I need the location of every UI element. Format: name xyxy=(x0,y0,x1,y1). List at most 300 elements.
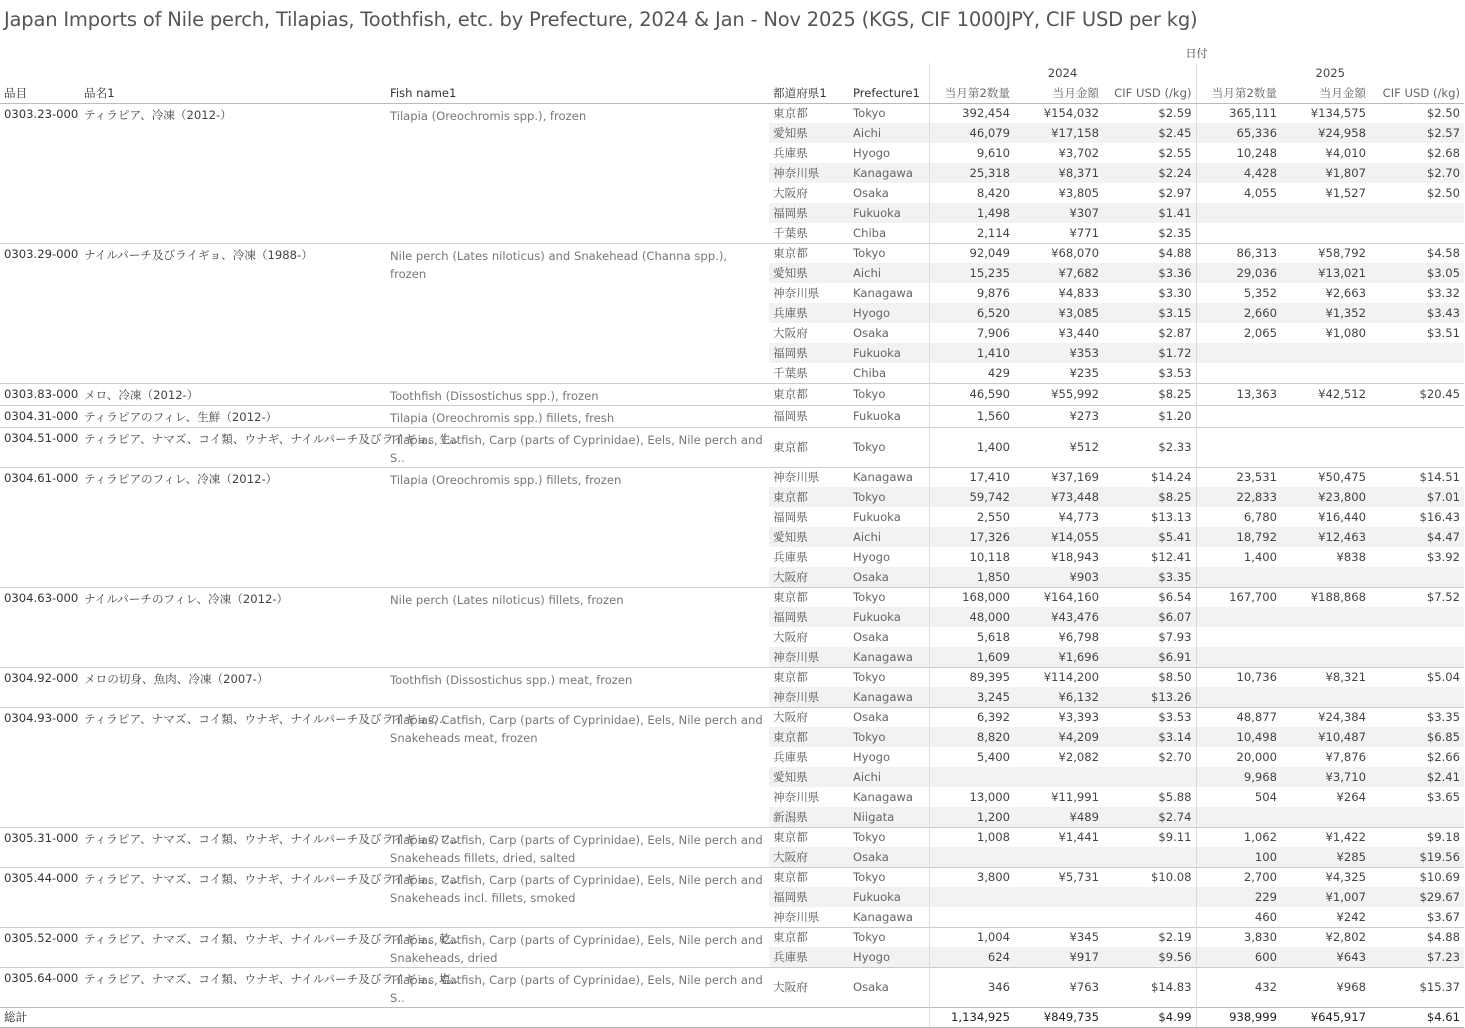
table-row xyxy=(0,103,1464,123)
cell-usd-2025: $3.92 xyxy=(1426,550,1461,564)
cell-qty-2025: 18,792 xyxy=(1196,527,1281,547)
cell-pref-en: Tokyo xyxy=(849,587,929,607)
cell-value-2024: ¥3,440 xyxy=(1058,326,1100,340)
cell-value-2024: ¥1,696 xyxy=(1014,647,1103,667)
cell-pref-jp: 愛知県 xyxy=(769,527,849,547)
cell-qty-2024: 392,454 xyxy=(929,103,1014,123)
cell-value-2025 xyxy=(1281,343,1370,363)
cell-value-2025: ¥134,575 xyxy=(1281,103,1370,123)
cell-pref-en: Fukuoka xyxy=(849,203,929,223)
cell-value-2024: ¥771 xyxy=(1069,225,1100,240)
cell-qty-2025: 3,830 xyxy=(1196,927,1281,947)
cell-value-2025: ¥285 xyxy=(1281,847,1370,867)
cell-usd-2025: $3.67 xyxy=(1426,909,1461,924)
cell-value-2024: ¥164,160 xyxy=(1014,587,1103,607)
cell-qty-2024: 2,550 xyxy=(929,507,1014,527)
cell-value-2025 xyxy=(1281,223,1370,243)
cell-qty-2025: 432 xyxy=(1196,967,1281,1007)
cell-value-2024: ¥307 xyxy=(1014,203,1103,223)
cell-value-2024: ¥18,943 xyxy=(1051,550,1100,564)
cell-value-2024: ¥3,393 xyxy=(1014,707,1103,727)
cell-usd-2025 xyxy=(1370,223,1464,243)
item-code: 0304.31-000 xyxy=(0,405,80,427)
table-row xyxy=(0,243,1464,263)
cell-pref-jp: 兵庫県 xyxy=(773,146,808,160)
cell-qty-2025: 2,660 xyxy=(1196,303,1281,323)
cell-value-2024: ¥17,158 xyxy=(1014,123,1103,143)
cell-pref-jp: 東京都 xyxy=(769,727,849,747)
cell-pref-en: Aichi xyxy=(849,263,929,283)
cell-qty-2025: 229 xyxy=(1196,887,1281,907)
item-name-jp: メロ、冷凍（2012-） xyxy=(80,383,386,405)
cell-pref-jp: 東京都 xyxy=(769,383,849,405)
cell-value-2025: ¥3,710 xyxy=(1281,767,1370,787)
cell-usd-2024: $8.25 xyxy=(1103,487,1196,507)
item-code: 0303.29-000 xyxy=(0,243,80,383)
cell-pref-en: Fukuoka xyxy=(849,343,929,363)
cell-usd-2025: $3.35 xyxy=(1370,707,1464,727)
cell-qty-2025 xyxy=(1196,363,1281,383)
table-row xyxy=(0,867,1464,887)
col-header-pref-jp: 都道府県1 xyxy=(769,83,849,103)
cell-usd-2024 xyxy=(1103,887,1196,907)
cell-usd-2025 xyxy=(1370,567,1464,587)
cell-usd-2024: $3.15 xyxy=(1103,303,1196,323)
cell-pref-en: Osaka xyxy=(849,967,929,1007)
cell-qty-2025 xyxy=(1196,405,1281,427)
cell-value-2025: ¥8,321 xyxy=(1281,667,1370,687)
cell-qty-2024: 17,326 xyxy=(929,527,1014,547)
cell-value-2024: ¥55,992 xyxy=(1014,383,1103,405)
cell-value-2025: ¥50,475 xyxy=(1281,467,1370,487)
item-name-jp: ティラピア、冷凍（2012-） xyxy=(80,103,386,243)
table-body xyxy=(0,103,1464,1027)
cell-pref-en: Kanagawa xyxy=(849,687,929,707)
cell-qty-2024: 3,245 xyxy=(929,687,1014,707)
cell-usd-2025: $3.65 xyxy=(1426,790,1461,804)
cell-usd-2024: $8.25 xyxy=(1103,383,1196,405)
cell-usd-2025: $14.51 xyxy=(1370,467,1464,487)
cell-value-2025 xyxy=(1281,607,1370,627)
cell-qty-2025 xyxy=(1196,647,1281,667)
cell-qty-2024: 13,000 xyxy=(929,787,1014,807)
cell-usd-2025: $4.47 xyxy=(1370,527,1464,547)
cell-pref-en: Aichi xyxy=(849,527,929,547)
cell-value-2024: ¥5,731 xyxy=(1014,867,1103,887)
cell-value-2025: ¥2,663 xyxy=(1325,286,1367,300)
cell-usd-2025: $3.32 xyxy=(1426,286,1461,300)
cell-usd-2024: $2.55 xyxy=(1158,146,1192,160)
col-header-usd-2025: CIF USD (/kg) xyxy=(1370,83,1464,103)
cell-usd-2024: $9.11 xyxy=(1103,827,1196,847)
cell-qty-2024: 429 xyxy=(929,363,1014,383)
cell-qty-2024: 9,610 xyxy=(929,143,1014,163)
cell-pref-jp: 神奈川県 xyxy=(769,647,849,667)
cell-pref-jp: 福岡県 xyxy=(769,343,849,363)
cell-qty-2024: 8,820 xyxy=(929,727,1014,747)
cell-value-2024: ¥353 xyxy=(1014,343,1103,363)
cell-qty-2025: 4,428 xyxy=(1196,163,1281,183)
cell-value-2025: ¥1,352 xyxy=(1281,303,1370,323)
cell-pref-jp: 福岡県 xyxy=(769,405,849,427)
year-2024-header: 2024 xyxy=(929,63,1196,83)
cell-usd-2024: $14.83 xyxy=(1103,967,1196,1007)
item-code: 0304.61-000 xyxy=(0,467,80,587)
cell-qty-2024: 6,520 xyxy=(929,303,1014,323)
cell-qty-2025: 460 xyxy=(1196,907,1281,927)
cell-usd-2025: $2.41 xyxy=(1370,767,1464,787)
cell-value-2025 xyxy=(1281,567,1370,587)
fish-name-en: Tilapias, Catfish, Carp (parts of Cyprinidae), Eels, Nile perch and Snakeheads fillets, dried, salted xyxy=(386,827,769,867)
cell-usd-2024: $3.14 xyxy=(1103,727,1196,747)
cell-qty-2025: 22,833 xyxy=(1196,487,1281,507)
cell-pref-en: Tokyo xyxy=(849,103,929,123)
col-header-qty-2025: 当月第2数量 xyxy=(1196,83,1281,103)
fish-name-en: Nile perch (Lates niloticus) fillets, frozen xyxy=(386,587,769,667)
cell-qty-2024: 1,609 xyxy=(929,647,1014,667)
cell-qty-2025 xyxy=(1196,427,1281,467)
cell-pref-jp: 愛知県 xyxy=(769,263,849,283)
cell-value-2025 xyxy=(1281,627,1370,647)
item-name-jp: ティラピア、ナマズ、コイ類、ウナギ、ナイルパーチ及びライギョ、生.. xyxy=(80,427,386,467)
total-row xyxy=(0,1007,1464,1027)
col-header-usd-2024: CIF USD (/kg) xyxy=(1103,83,1196,103)
cell-value-2025 xyxy=(1281,405,1370,427)
cell-pref-jp: 東京都 xyxy=(769,587,849,607)
cell-usd-2024: $3.35 xyxy=(1103,567,1196,587)
cell-pref-jp: 福岡県 xyxy=(769,203,849,223)
cell-qty-2024: 25,318 xyxy=(929,163,1014,183)
cell-pref-en: Tokyo xyxy=(849,667,929,687)
cell-value-2024: ¥763 xyxy=(1014,967,1103,1007)
cell-qty-2024: 48,000 xyxy=(929,607,1014,627)
cell-pref-en: Chiba xyxy=(853,365,887,380)
cell-usd-2024: $6.91 xyxy=(1103,647,1196,667)
cell-pref-jp: 神奈川県 xyxy=(773,790,820,804)
cell-qty-2025: 100 xyxy=(1196,847,1281,867)
cell-pref-en: Osaka xyxy=(853,186,889,200)
fish-name-en: Tilapia (Oreochromis spp.), frozen xyxy=(386,103,769,243)
cell-usd-2025: $3.05 xyxy=(1370,263,1464,283)
cell-pref-jp: 神奈川県 xyxy=(769,467,849,487)
cell-qty-2024: 59,742 xyxy=(929,487,1014,507)
cell-usd-2024: $2.35 xyxy=(1158,225,1192,240)
cell-qty-2025 xyxy=(1196,687,1281,707)
cell-usd-2025: $20.45 xyxy=(1370,383,1464,405)
cell-usd-2024: $1.72 xyxy=(1103,343,1196,363)
cell-value-2025: ¥1,080 xyxy=(1325,326,1367,340)
cell-qty-2024: 1,498 xyxy=(929,203,1014,223)
cell-usd-2025: $2.66 xyxy=(1426,750,1461,764)
cell-qty-2025: 9,968 xyxy=(1196,767,1281,787)
cell-pref-en: Tokyo xyxy=(849,243,929,263)
cell-pref-en: Fukuoka xyxy=(849,607,929,627)
cell-value-2024: ¥68,070 xyxy=(1014,243,1103,263)
cell-usd-2025: $9.18 xyxy=(1370,827,1464,847)
item-name-jp: ティラピア、ナマズ、コイ類、ウナギ、ナイルパーチ及びライギョのフ.. xyxy=(80,827,386,867)
cell-qty-2025: 6,780 xyxy=(1196,507,1281,527)
cell-pref-en: Osaka xyxy=(853,630,889,644)
cell-pref-en: Tokyo xyxy=(849,487,929,507)
cell-qty-2024: 624 xyxy=(929,947,1014,967)
cell-pref-jp: 福岡県 xyxy=(773,510,808,524)
cell-pref-en: Fukuoka xyxy=(849,405,929,427)
cell-value-2025: ¥4,325 xyxy=(1281,867,1370,887)
cell-qty-2025 xyxy=(1196,203,1281,223)
item-name-jp: ティラピア、ナマズ、コイ類、ウナギ、ナイルパーチ及びライギョ、塩.. xyxy=(80,967,386,1007)
cell-qty-2025: 600 xyxy=(1196,947,1281,967)
cell-value-2025: ¥1,807 xyxy=(1281,163,1370,183)
cell-usd-2024: $14.24 xyxy=(1103,467,1196,487)
cell-qty-2024: 1,200 xyxy=(929,807,1014,827)
fish-name-en: Nile perch (Lates niloticus) and Snakehead (Channa spp.), frozen xyxy=(386,243,769,383)
cell-pref-jp: 千葉県 xyxy=(773,365,808,380)
cell-qty-2024: 1,008 xyxy=(929,827,1014,847)
cell-pref-en: Osaka xyxy=(849,707,929,727)
fish-name-en: Tilapias, Catfish, Carp (parts of Cyprinidae), Eels, Nile perch and Snakeheads, dried xyxy=(386,927,769,967)
cell-usd-2024: $4.88 xyxy=(1103,243,1196,263)
cell-value-2025 xyxy=(1281,427,1370,467)
cell-qty-2025: 5,352 xyxy=(1196,283,1281,303)
cell-usd-2024: $2.45 xyxy=(1103,123,1196,143)
cell-usd-2024 xyxy=(1103,907,1196,927)
cell-usd-2025: $4.88 xyxy=(1370,927,1464,947)
col-header-value-2025: 当月金額 xyxy=(1281,83,1370,103)
cell-usd-2025: $2.70 xyxy=(1370,163,1464,183)
cell-value-2025 xyxy=(1281,647,1370,667)
item-code: 0304.51-000 xyxy=(0,427,80,467)
cell-qty-2024: 17,410 xyxy=(929,467,1014,487)
cell-usd-2024: $3.53 xyxy=(1158,365,1192,380)
cell-usd-2024: $1.20 xyxy=(1103,405,1196,427)
cell-qty-2024 xyxy=(929,887,1014,907)
cell-usd-2024: $2.74 xyxy=(1103,807,1196,827)
cell-qty-2025: 65,336 xyxy=(1196,123,1281,143)
cell-qty-2025: 504 xyxy=(1196,787,1281,807)
cell-value-2025: ¥16,440 xyxy=(1318,510,1367,524)
cell-value-2025: ¥264 xyxy=(1336,790,1367,804)
cell-pref-en: Tokyo xyxy=(849,867,929,887)
cell-usd-2025 xyxy=(1370,687,1464,707)
item-name-jp: ティラピアのフィレ、冷凍（2012-） xyxy=(80,467,386,587)
total-value-2024: ¥849,735 xyxy=(1014,1007,1103,1027)
cell-usd-2024: $2.87 xyxy=(1158,326,1192,340)
cell-qty-2024: 5,400 xyxy=(929,747,1014,767)
item-code: 0305.52-000 xyxy=(0,927,80,967)
item-code: 0303.83-000 xyxy=(0,383,80,405)
total-label: 総計 xyxy=(0,1007,929,1027)
cell-usd-2024 xyxy=(1103,767,1196,787)
col-header-name-jp: 品名1 xyxy=(80,83,386,103)
cell-usd-2024: $5.41 xyxy=(1103,527,1196,547)
cell-pref-en: Fukuoka xyxy=(849,887,929,907)
fish-name-en: Tilapias, Catfish, Carp (parts of Cyprinidae), Eels, Nile perch and S.. xyxy=(386,427,769,467)
cell-qty-2024: 46,590 xyxy=(929,383,1014,405)
table-row xyxy=(0,467,1464,487)
item-code: 0305.44-000 xyxy=(0,867,80,927)
cell-usd-2025: $3.43 xyxy=(1370,303,1464,323)
cell-value-2024: ¥1,441 xyxy=(1014,827,1103,847)
cell-pref-en: Kanagawa xyxy=(849,163,929,183)
cell-usd-2024: $3.53 xyxy=(1103,707,1196,727)
cell-pref-jp: 大阪府 xyxy=(773,186,808,200)
cell-qty-2025: 10,498 xyxy=(1196,727,1281,747)
cell-value-2024: ¥37,169 xyxy=(1014,467,1103,487)
cell-usd-2025 xyxy=(1370,405,1464,427)
cell-pref-en: Fukuoka xyxy=(853,510,901,524)
fish-name-en: Tilapia (Oreochromis spp.) fillets, frozen xyxy=(386,467,769,587)
item-code: 0304.92-000 xyxy=(0,667,80,707)
cell-pref-jp: 東京都 xyxy=(769,827,849,847)
cell-pref-en: Aichi xyxy=(849,123,929,143)
cell-qty-2024: 168,000 xyxy=(929,587,1014,607)
cell-qty-2024: 1,410 xyxy=(929,343,1014,363)
cell-pref-en: Tokyo xyxy=(849,927,929,947)
cell-usd-2025: $7.52 xyxy=(1370,587,1464,607)
cell-usd-2024: $5.88 xyxy=(1158,790,1192,804)
cell-qty-2024: 10,118 xyxy=(929,547,1014,567)
cell-value-2025: ¥643 xyxy=(1281,947,1370,967)
cell-pref-jp: 神奈川県 xyxy=(769,163,849,183)
item-name-jp: ナイルパーチのフィレ、冷凍（2012-） xyxy=(80,587,386,667)
item-code: 0305.31-000 xyxy=(0,827,80,867)
cell-qty-2025: 167,700 xyxy=(1196,587,1281,607)
cell-qty-2024: 1,560 xyxy=(929,405,1014,427)
total-qty-2025: 938,999 xyxy=(1196,1007,1281,1027)
cell-qty-2024: 5,618 xyxy=(929,627,1014,647)
cell-pref-jp: 東京都 xyxy=(769,103,849,123)
cell-value-2024: ¥2,082 xyxy=(1058,750,1100,764)
total-qty-2024: 1,134,925 xyxy=(929,1007,1014,1027)
cell-usd-2024: $13.13 xyxy=(1150,510,1192,524)
item-name-jp: ティラピアのフィレ、生鮮（2012-） xyxy=(80,405,386,427)
fish-name-en: Tilapias, Catfish, Carp (parts of Cyprinidae), Eels, Nile perch and Snakeheads meat, frozen xyxy=(386,707,769,827)
cell-usd-2024: $1.41 xyxy=(1103,203,1196,223)
cell-qty-2024: 9,876 xyxy=(929,283,1014,303)
cell-usd-2024: $2.70 xyxy=(1158,750,1192,764)
table-row xyxy=(0,827,1464,847)
cell-qty-2024: 8,420 xyxy=(929,183,1014,203)
cell-value-2024: ¥3,702 xyxy=(1058,146,1100,160)
cell-value-2025 xyxy=(1281,687,1370,707)
cell-usd-2024: $2.59 xyxy=(1103,103,1196,123)
cell-value-2025: ¥58,792 xyxy=(1281,243,1370,263)
year-2025-header: 2025 xyxy=(1196,63,1464,83)
cell-usd-2025: $2.68 xyxy=(1426,146,1461,160)
col-header-code: 品目 xyxy=(0,83,80,103)
cell-value-2025: ¥968 xyxy=(1281,967,1370,1007)
cell-pref-jp: 東京都 xyxy=(769,667,849,687)
cell-value-2024 xyxy=(1014,907,1103,927)
cell-value-2024: ¥14,055 xyxy=(1014,527,1103,547)
cell-value-2024: ¥6,132 xyxy=(1014,687,1103,707)
cell-pref-jp: 福岡県 xyxy=(769,887,849,907)
cell-usd-2025 xyxy=(1370,343,1464,363)
page-title: Japan Imports of Nile perch, Tilapias, Toothfish, etc. by Prefecture, 2024 & Jan - Nov 2025 (KGS, CIF 1000JPY, CIF USD per kg) xyxy=(4,8,1198,31)
cell-usd-2025: $29.67 xyxy=(1370,887,1464,907)
cell-usd-2025 xyxy=(1370,427,1464,467)
cell-pref-jp: 大阪府 xyxy=(769,847,849,867)
cell-qty-2024 xyxy=(929,907,1014,927)
cell-value-2025: ¥23,800 xyxy=(1281,487,1370,507)
header-row-columns xyxy=(0,83,1464,103)
cell-usd-2024: $2.97 xyxy=(1158,186,1192,200)
cell-pref-jp: 千葉県 xyxy=(773,225,808,240)
item-code: 0305.64-000 xyxy=(0,967,80,1007)
cell-usd-2024: $10.08 xyxy=(1103,867,1196,887)
cell-qty-2025 xyxy=(1196,567,1281,587)
cell-value-2024: ¥11,991 xyxy=(1051,790,1100,804)
cell-qty-2025: 2,700 xyxy=(1196,867,1281,887)
cell-qty-2025: 23,531 xyxy=(1196,467,1281,487)
cell-value-2024: ¥6,798 xyxy=(1058,630,1100,644)
cell-usd-2024: $6.54 xyxy=(1103,587,1196,607)
cell-usd-2025: $2.50 xyxy=(1426,186,1461,200)
cell-pref-en: Kanagawa xyxy=(853,286,914,300)
cell-pref-en: Hyogo xyxy=(853,550,891,564)
cell-pref-jp: 東京都 xyxy=(769,487,849,507)
cell-value-2024: ¥114,200 xyxy=(1014,667,1103,687)
cell-value-2025: ¥24,384 xyxy=(1281,707,1370,727)
cell-value-2024: ¥3,805 xyxy=(1058,186,1100,200)
cell-value-2024 xyxy=(1014,767,1103,787)
cell-pref-jp: 兵庫県 xyxy=(773,550,808,564)
cell-usd-2025 xyxy=(1370,203,1464,223)
cell-value-2024: ¥43,476 xyxy=(1014,607,1103,627)
cell-value-2024: ¥4,773 xyxy=(1058,510,1100,524)
table-row xyxy=(0,667,1464,687)
cell-value-2025: ¥4,010 xyxy=(1325,146,1367,160)
cell-value-2025: ¥1,007 xyxy=(1281,887,1370,907)
total-usd-2024: $4.99 xyxy=(1103,1007,1196,1027)
cell-pref-en: Hyogo xyxy=(853,146,891,160)
table-row xyxy=(0,427,1464,467)
fish-name-en: Tilapia (Oreochromis spp.) fillets, fresh xyxy=(386,405,769,427)
cell-qty-2025: 1,400 xyxy=(1196,547,1281,567)
fish-name-en: Toothfish (Dissostichus spp.) meat, frozen xyxy=(386,667,769,707)
cell-usd-2024: $2.19 xyxy=(1103,927,1196,947)
cell-qty-2024: 92,049 xyxy=(929,243,1014,263)
cell-qty-2025: 4,055 xyxy=(1196,183,1281,203)
cell-qty-2025: 365,111 xyxy=(1196,103,1281,123)
cell-pref-jp: 東京都 xyxy=(769,427,849,467)
cell-value-2024: ¥154,032 xyxy=(1014,103,1103,123)
cell-value-2025: ¥1,422 xyxy=(1281,827,1370,847)
cell-usd-2025 xyxy=(1370,647,1464,667)
cell-value-2025: ¥7,876 xyxy=(1325,750,1367,764)
cell-qty-2025 xyxy=(1196,607,1281,627)
table-row xyxy=(0,383,1464,405)
cell-usd-2024: $2.24 xyxy=(1103,163,1196,183)
cell-qty-2024: 1,400 xyxy=(929,427,1014,467)
cell-value-2024: ¥903 xyxy=(1014,567,1103,587)
cell-usd-2025: $15.37 xyxy=(1370,967,1464,1007)
cell-usd-2024: $7.93 xyxy=(1158,630,1192,644)
cell-pref-en: Tokyo xyxy=(849,383,929,405)
cell-pref-jp: 愛知県 xyxy=(769,123,849,143)
cell-pref-en: Kanagawa xyxy=(853,790,914,804)
cell-usd-2024: $13.26 xyxy=(1103,687,1196,707)
cell-value-2025 xyxy=(1281,807,1370,827)
cell-usd-2024: $3.30 xyxy=(1158,286,1192,300)
cell-pref-en: Aichi xyxy=(849,767,929,787)
cell-qty-2024: 2,114 xyxy=(929,223,1014,243)
cell-qty-2025: 10,736 xyxy=(1196,667,1281,687)
cell-value-2025: ¥188,868 xyxy=(1281,587,1370,607)
cell-value-2024: ¥917 xyxy=(1014,947,1103,967)
cell-value-2024: ¥4,209 xyxy=(1014,727,1103,747)
cell-value-2024 xyxy=(1014,887,1103,907)
